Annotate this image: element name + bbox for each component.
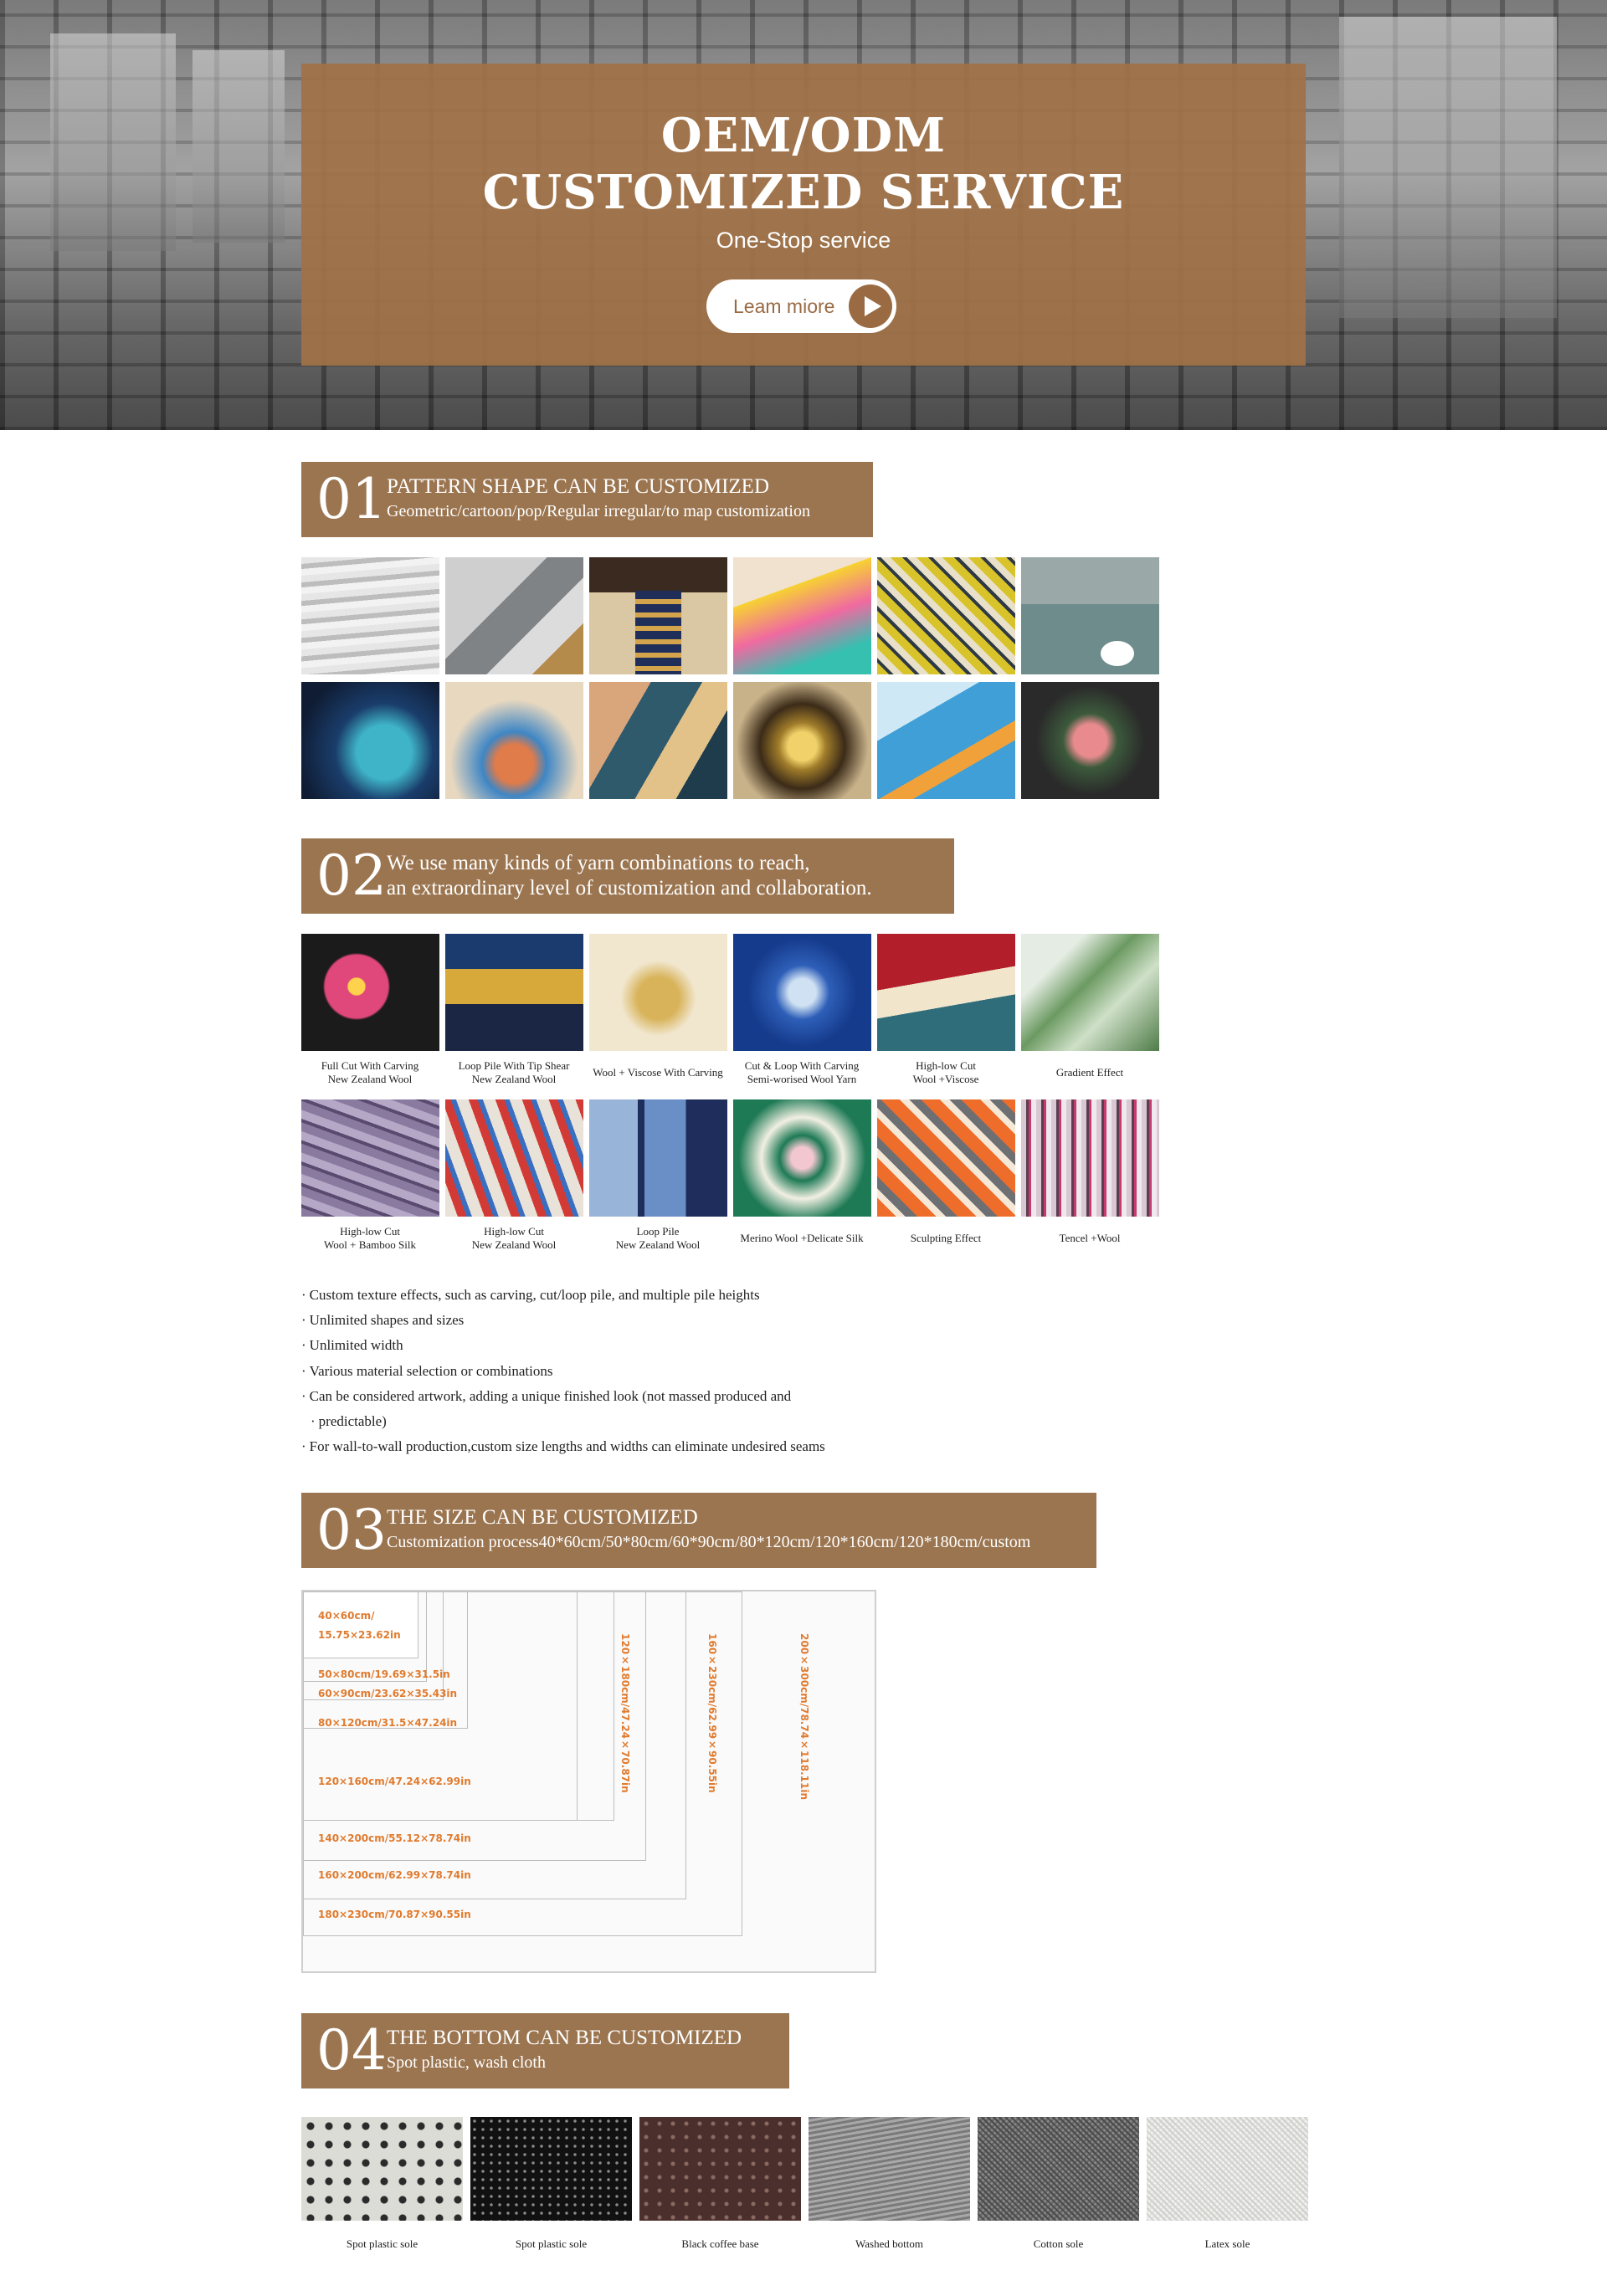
section-number: 03 [316,1498,387,1562]
sole-photo [1147,2117,1308,2221]
sole-caption: Latex sole [1204,2237,1250,2250]
rect-40x60 [303,1591,418,1658]
sole-photo [809,2117,970,2221]
yarn-caption: High-low Cut Wool + Bamboo Silk [324,1225,416,1251]
section-title: PATTERN SHAPE CAN BE CUSTOMIZED [387,475,770,498]
size-label: 140×200cm/55.12×78.74in [318,1832,471,1844]
hero-title-line2: CUSTOMIZED SERVICE [482,165,1125,220]
size-diagram [301,1590,876,1973]
machine-image [50,33,176,251]
yarn-photo [445,1099,583,1217]
yarn-caption: Merino Wool +Delicate Silk [740,1232,864,1244]
pattern-photo-rainbow [733,557,871,674]
pattern-photo-persian [733,682,871,799]
sole-caption: Cotton sole [1033,2237,1084,2250]
feature-bullet-continuation: · predictable) [311,1413,387,1430]
section-title: THE BOTTOM CAN BE CUSTOMIZED [387,2027,742,2049]
yarn-caption: Loop Pile With Tip Shear New Zealand Wool [458,1059,570,1085]
section-subtitle: an extraordinary level of customization and collaboration. [387,877,872,899]
sole-photo [470,2117,632,2221]
size-label-vertical: 200×300cm/78.74×118.11in [798,1633,810,1801]
section-number: 04 [316,2018,387,2083]
pattern-photo-ocean [301,682,439,799]
hero-overlay-box [301,64,1306,366]
yarn-photo [1021,1099,1159,1217]
pattern-photo-rose [1021,682,1159,799]
pattern-photo-medallion-blue [445,682,583,799]
pattern-photo-abstract-gray [301,557,439,674]
size-label: 120×160cm/47.24×62.99in [318,1776,471,1787]
feature-bullet: · Unlimited width [301,1337,403,1354]
hero-subtitle: One-Stop service [716,228,891,253]
hero-banner [0,0,1607,430]
section-title: THE SIZE CAN BE CUSTOMIZED [387,1506,698,1529]
size-label: 15.75×23.62in [318,1629,401,1641]
sole-photo [301,2117,463,2221]
size-label-vertical: 120×180cm/47.24×70.87in [619,1633,631,1793]
feature-bullet: · Unlimited shapes and sizes [301,1312,464,1329]
play-icon [849,284,892,328]
size-label: 80×120cm/31.5×47.24in [318,1717,458,1729]
sole-caption: Spot plastic sole [346,2237,418,2250]
section-number: 02 [316,843,387,908]
learn-more-button[interactable] [706,279,896,333]
yarn-photo [733,934,871,1051]
section-subtitle: Geometric/cartoon/pop/Regular irregular/to map customization [387,502,810,520]
hero-title-line1: OEM/ODM [660,108,947,163]
yarn-caption: Gradient Effect [1055,1066,1124,1079]
sole-caption: Spot plastic sole [515,2237,588,2250]
yarn-caption: Cut & Loop With Carving Semi-worised Wool Yarn [744,1059,860,1085]
section-header-pattern [301,462,873,537]
yarn-caption: Sculpting Effect [910,1232,982,1244]
machine-image [193,50,285,243]
yarn-caption: Loop Pile New Zealand Wool [615,1225,701,1251]
size-label: 160×200cm/62.99×78.74in [318,1869,471,1881]
sole-caption: Black coffee base [681,2237,759,2250]
yarn-photo [733,1099,871,1217]
pattern-photo-marble [589,682,727,799]
learn-more-label: Leam miore [733,295,835,317]
yarn-caption: High-low Cut Wool +Viscose [912,1059,979,1085]
feature-bullet: · Various material selection or combinations [301,1363,552,1380]
section-header-bottom [301,2013,789,2088]
yarn-photo [301,934,439,1051]
size-label: 50×80cm/19.69×31.5in [318,1668,450,1680]
yarn-photo [877,934,1015,1051]
yarn-caption: Wool + Viscose With Carving [593,1066,723,1079]
size-label: 40×60cm/ [318,1610,375,1622]
section-number: 01 [316,467,387,531]
pattern-photo-goldfish [877,682,1015,799]
yarn-caption: High-low Cut New Zealand Wool [471,1225,557,1251]
sole-photo [978,2117,1139,2221]
yarn-photo [1021,934,1159,1051]
yarn-photo [301,1099,439,1217]
pattern-photo-yellow-geometric [877,557,1015,674]
yarn-photo [445,934,583,1051]
pattern-photo-runner [589,557,727,674]
machine-image [1339,17,1557,318]
yarn-photo [589,1099,727,1217]
feature-bullet: · Custom texture effects, such as carving, cut/loop pile, and multiple pile heights [301,1287,760,1304]
section-subtitle: Spot plastic, wash cloth [387,2053,546,2072]
hero-title [301,107,1306,221]
yarn-photo [877,1099,1015,1217]
section-header-size [301,1493,1096,1568]
feature-bullet: · Can be considered artwork, adding a unique finished look (not massed produced and [301,1388,791,1405]
size-label: 180×230cm/70.87×90.55in [318,1909,471,1920]
sole-caption: Washed bottom [855,2237,923,2250]
size-label: 60×90cm/23.62×35.43in [318,1688,458,1699]
pattern-photo-cartoon-runner [1021,557,1159,674]
yarn-photo [589,934,727,1051]
pattern-photo-geometric [445,557,583,674]
feature-bullet: · For wall-to-wall production,custom size lengths and widths can eliminate undesired seams [301,1438,825,1455]
yarn-caption: Full Cut With Carving New Zealand Wool [321,1059,419,1085]
section-title: We use many kinds of yarn combinations to reach, [387,852,810,874]
yarn-caption: Tencel +Wool [1059,1232,1121,1244]
section-subtitle: Customization process40*60cm/50*80cm/60*90cm/80*120cm/120*160cm/120*180cm/custom [387,1533,1031,1551]
size-label-vertical: 160×230cm/62.99×90.55in [706,1633,718,1793]
sole-photo [639,2117,801,2221]
section-header-yarn [301,838,954,914]
